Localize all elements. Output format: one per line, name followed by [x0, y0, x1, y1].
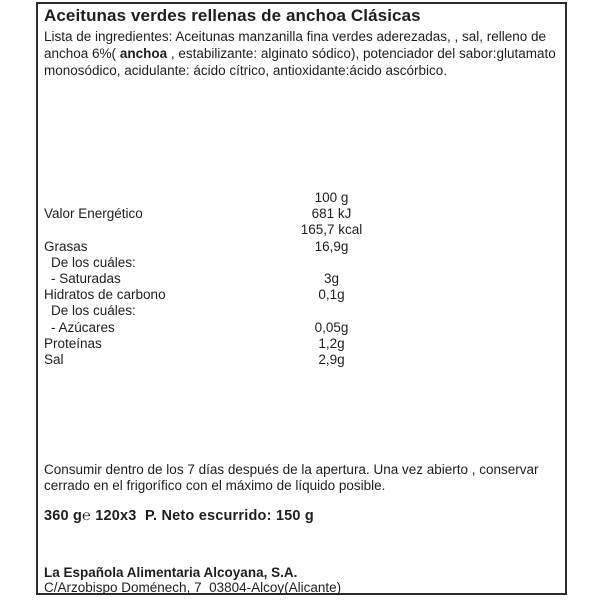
nutrition-row-sugars: [44, 320, 562, 336]
nutrition-row-energy-kcal: [44, 222, 562, 238]
manufacturer-name: La Española Alimentaria Alcoyana, S.A.: [44, 565, 298, 580]
nutrient-name: Proteínas: [44, 335, 102, 351]
nutrient-value: 1,2g: [318, 335, 345, 351]
nutrition-column-header: 100 g: [314, 190, 349, 205]
nutrition-row-saturates: [44, 271, 562, 287]
nutrient-name: De los cuáles:: [51, 254, 136, 270]
nutrient-name: Valor Energético: [44, 206, 143, 222]
nutrition-row-fat: [44, 239, 562, 255]
nutrition-row-protein: [44, 336, 562, 352]
nutrition-row-salt: [44, 352, 562, 368]
nutrition-header-spacer: [44, 190, 279, 206]
ingredients-text: [44, 28, 562, 79]
nutrient-value: 165,7 kcal: [300, 222, 363, 238]
net-weight-line: 360 g℮ 120x3 P. Neto escurrido: 150 g: [44, 508, 314, 524]
nutrient-value: 0,1g: [318, 287, 345, 303]
nutrition-row-of-which-fat: [44, 255, 562, 271]
nutrient-name: [44, 222, 279, 238]
nutrient-value: 681 kJ: [311, 206, 352, 222]
nutrient-name: Grasas: [44, 238, 88, 254]
manufacturer-address: C/Arzobispo Doménech, 7 03804-Alcoy(Alicante): [44, 580, 342, 595]
nutrition-row-energy: [44, 206, 562, 222]
nutrient-name: De los cuáles:: [51, 303, 136, 319]
nutrition-row-carbohydrate: [44, 287, 562, 303]
nutrient-value: 0,05g: [314, 319, 349, 335]
nutrition-row-of-which-carbs: [44, 303, 562, 319]
nutrient-name: Hidratos de carbono: [44, 287, 166, 303]
ingredients-post: , estabilizante: alginato sódico), potenciador del sabor:glutamato monosódico, acidulante: ácido cítrico, antioxidante:ácido ascórbico.: [44, 46, 556, 78]
storage-instructions: Consumir dentro de los 7 días después de la apertura. Una vez abierto , conservar cerrado en el frigorífico con el máximo de líquido posible.: [44, 462, 539, 493]
nutrient-name: - Saturadas: [51, 270, 121, 286]
nutrient-value: [279, 303, 384, 319]
ingredients-allergen-bold: anchoa: [119, 46, 168, 61]
nutrient-value: 16,9g: [314, 238, 349, 254]
nutrient-name: - Azúcares: [51, 319, 115, 335]
nutrient-value: 3g: [323, 270, 340, 286]
manufacturer-info: [44, 565, 341, 595]
nutrient-value: [279, 255, 384, 271]
nutrient-name: Sal: [44, 351, 64, 367]
nutrition-table: [44, 190, 562, 368]
product-title: Aceitunas verdes rellenas de anchoa Clásicas: [44, 6, 421, 25]
nutrition-header-row: [44, 190, 562, 206]
ingredients-pre: Lista de ingredientes: Aceitunas manzanilla fina verdes aderezadas, , sal, relleno de anchoa 6%(: [44, 29, 547, 61]
product-label-box: [36, 2, 567, 595]
nutrient-value: 2,9g: [318, 351, 345, 367]
